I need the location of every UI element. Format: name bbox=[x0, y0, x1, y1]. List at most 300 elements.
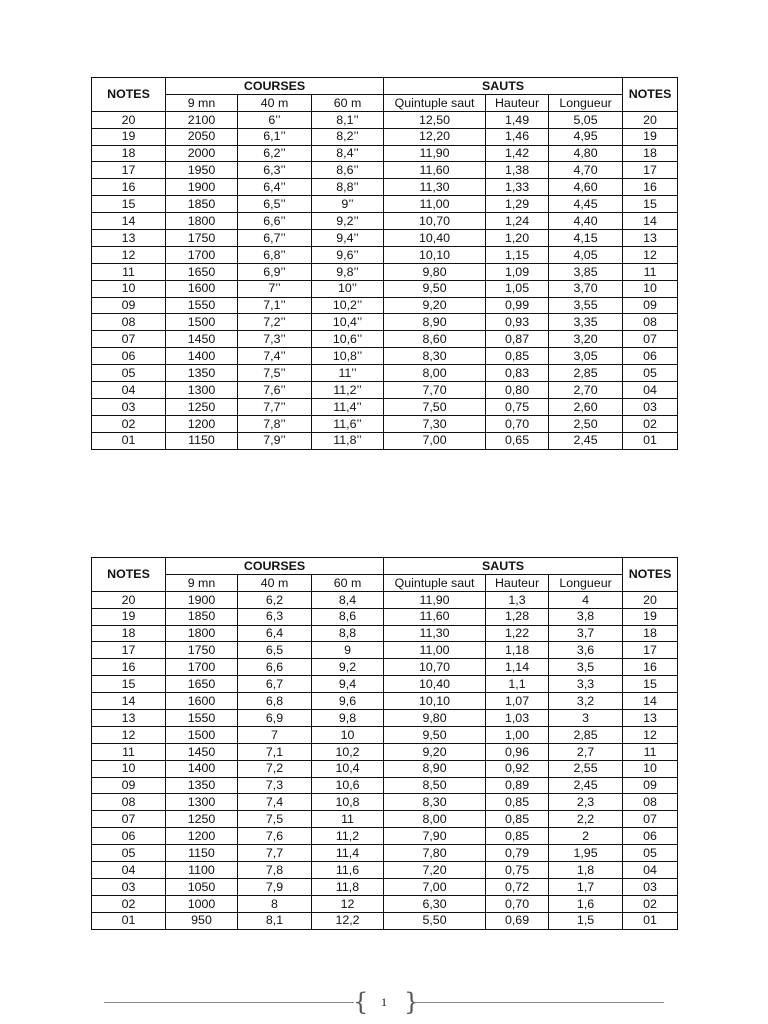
cell-hauteur: 1,46 bbox=[486, 128, 549, 145]
cell-40m: 6,7’’ bbox=[238, 230, 312, 247]
col-header-40m: 40 m bbox=[238, 94, 312, 111]
cell-hauteur: 1,3 bbox=[486, 591, 549, 608]
cell-hauteur: 1,05 bbox=[486, 280, 549, 297]
left-brace-icon: { bbox=[353, 988, 369, 1016]
cell-40m: 6,2’’ bbox=[238, 145, 312, 162]
cell-quintuple-saut: 12,50 bbox=[384, 111, 486, 128]
cell-40m: 7,3’’ bbox=[238, 331, 312, 348]
cell-notes-right: 19 bbox=[623, 128, 678, 145]
cell-40m: 6,1’’ bbox=[238, 128, 312, 145]
cell-40m: 7,2 bbox=[238, 760, 312, 777]
cell-notes-right: 19 bbox=[623, 608, 678, 625]
cell-40m: 6,9’’ bbox=[238, 263, 312, 280]
cell-notes: 09 bbox=[92, 777, 166, 794]
cell-notes-right: 18 bbox=[623, 625, 678, 642]
cell-quintuple-saut: 8,50 bbox=[384, 777, 486, 794]
cell-quintuple-saut: 8,90 bbox=[384, 760, 486, 777]
cell-notes: 03 bbox=[92, 878, 166, 895]
table-row bbox=[92, 179, 678, 196]
cell-longueur: 3,70 bbox=[549, 280, 623, 297]
col-header-60m: 60 m bbox=[312, 94, 384, 111]
cell-notes-right: 13 bbox=[623, 230, 678, 247]
cell-quintuple-saut: 7,20 bbox=[384, 862, 486, 879]
cell-9mn: 1500 bbox=[166, 314, 238, 331]
cell-notes-right: 11 bbox=[623, 743, 678, 760]
cell-notes: 10 bbox=[92, 280, 166, 297]
cell-hauteur: 0,89 bbox=[486, 777, 549, 794]
cell-9mn: 1800 bbox=[166, 625, 238, 642]
cell-hauteur: 0,75 bbox=[486, 862, 549, 879]
table-row bbox=[92, 145, 678, 162]
cell-9mn: 1050 bbox=[166, 878, 238, 895]
cell-quintuple-saut: 8,00 bbox=[384, 811, 486, 828]
cell-longueur: 3,05 bbox=[549, 348, 623, 365]
cell-longueur: 4,40 bbox=[549, 213, 623, 230]
table-row bbox=[92, 415, 678, 432]
cell-notes-right: 17 bbox=[623, 642, 678, 659]
table-row bbox=[92, 280, 678, 297]
cell-60m: 10,8 bbox=[312, 794, 384, 811]
cell-quintuple-saut: 11,60 bbox=[384, 608, 486, 625]
cell-notes: 18 bbox=[92, 625, 166, 642]
cell-40m: 6,4’’ bbox=[238, 179, 312, 196]
cell-quintuple-saut: 8,00 bbox=[384, 365, 486, 382]
cell-60m: 8,8 bbox=[312, 625, 384, 642]
cell-longueur: 4,15 bbox=[549, 230, 623, 247]
cell-40m: 7’’ bbox=[238, 280, 312, 297]
cell-40m: 6,8’’ bbox=[238, 246, 312, 263]
cell-60m: 9’’ bbox=[312, 196, 384, 213]
cell-notes-right: 07 bbox=[623, 331, 678, 348]
cell-9mn: 1150 bbox=[166, 432, 238, 449]
table-row bbox=[92, 794, 678, 811]
col-header-longueur: Longueur bbox=[549, 574, 623, 591]
cell-hauteur: 1,42 bbox=[486, 145, 549, 162]
cell-40m: 7,7 bbox=[238, 845, 312, 862]
cell-longueur: 3,3 bbox=[549, 676, 623, 693]
col-header-quintuple-saut: Quintuple saut bbox=[384, 574, 486, 591]
cell-60m: 10,6’’ bbox=[312, 331, 384, 348]
cell-quintuple-saut: 7,80 bbox=[384, 845, 486, 862]
cell-longueur: 2,3 bbox=[549, 794, 623, 811]
cell-9mn: 1400 bbox=[166, 760, 238, 777]
table-row bbox=[92, 895, 678, 912]
cell-hauteur: 0,85 bbox=[486, 811, 549, 828]
cell-40m: 6,5 bbox=[238, 642, 312, 659]
cell-60m: 8,4’’ bbox=[312, 145, 384, 162]
cell-40m: 7,9 bbox=[238, 878, 312, 895]
cell-quintuple-saut: 11,90 bbox=[384, 145, 486, 162]
cell-quintuple-saut: 7,00 bbox=[384, 878, 486, 895]
cell-hauteur: 0,80 bbox=[486, 382, 549, 399]
cell-notes: 08 bbox=[92, 794, 166, 811]
cell-notes: 01 bbox=[92, 912, 166, 929]
cell-9mn: 1450 bbox=[166, 331, 238, 348]
cell-quintuple-saut: 9,80 bbox=[384, 263, 486, 280]
cell-9mn: 1500 bbox=[166, 726, 238, 743]
cell-notes: 06 bbox=[92, 348, 166, 365]
cell-quintuple-saut: 8,30 bbox=[384, 348, 486, 365]
cell-notes: 16 bbox=[92, 659, 166, 676]
table-row bbox=[92, 162, 678, 179]
cell-notes-right: 05 bbox=[623, 845, 678, 862]
cell-hauteur: 0,75 bbox=[486, 398, 549, 415]
cell-60m: 9,8 bbox=[312, 710, 384, 727]
courses-header: COURSES bbox=[166, 558, 384, 575]
cell-longueur: 3 bbox=[549, 710, 623, 727]
cell-9mn: 1700 bbox=[166, 659, 238, 676]
cell-9mn: 1950 bbox=[166, 162, 238, 179]
cell-40m: 7,4 bbox=[238, 794, 312, 811]
cell-60m: 11 bbox=[312, 811, 384, 828]
cell-40m: 7,5’’ bbox=[238, 365, 312, 382]
cell-notes: 14 bbox=[92, 693, 166, 710]
cell-quintuple-saut: 11,90 bbox=[384, 591, 486, 608]
cell-notes-right: 14 bbox=[623, 693, 678, 710]
cell-40m: 8 bbox=[238, 895, 312, 912]
cell-hauteur: 1,03 bbox=[486, 710, 549, 727]
table-row bbox=[92, 591, 678, 608]
cell-quintuple-saut: 8,60 bbox=[384, 331, 486, 348]
table-row bbox=[92, 828, 678, 845]
cell-longueur: 2,60 bbox=[549, 398, 623, 415]
cell-longueur: 4,60 bbox=[549, 179, 623, 196]
cell-notes-right: 06 bbox=[623, 828, 678, 845]
table-row bbox=[92, 878, 678, 895]
table-row bbox=[92, 331, 678, 348]
cell-notes-right: 01 bbox=[623, 432, 678, 449]
cell-notes-right: 12 bbox=[623, 726, 678, 743]
cell-notes: 19 bbox=[92, 128, 166, 145]
cell-9mn: 2100 bbox=[166, 111, 238, 128]
cell-hauteur: 1,00 bbox=[486, 726, 549, 743]
table-row bbox=[92, 213, 678, 230]
col-header-9mn: 9 mn bbox=[166, 94, 238, 111]
cell-quintuple-saut: 9,20 bbox=[384, 743, 486, 760]
cell-40m: 6,6 bbox=[238, 659, 312, 676]
cell-quintuple-saut: 6,30 bbox=[384, 895, 486, 912]
cell-60m: 8,1’’ bbox=[312, 111, 384, 128]
cell-notes-right: 05 bbox=[623, 365, 678, 382]
cell-hauteur: 0,69 bbox=[486, 912, 549, 929]
cell-hauteur: 1,29 bbox=[486, 196, 549, 213]
col-header-hauteur: Hauteur bbox=[486, 94, 549, 111]
cell-hauteur: 1,33 bbox=[486, 179, 549, 196]
cell-notes-right: 09 bbox=[623, 297, 678, 314]
notes-header-right: NOTES bbox=[623, 558, 678, 592]
cell-quintuple-saut: 11,60 bbox=[384, 162, 486, 179]
cell-quintuple-saut: 8,30 bbox=[384, 794, 486, 811]
cell-9mn: 1750 bbox=[166, 642, 238, 659]
cell-40m: 6,5’’ bbox=[238, 196, 312, 213]
cell-hauteur: 0,70 bbox=[486, 895, 549, 912]
table-row bbox=[92, 743, 678, 760]
cell-quintuple-saut: 9,50 bbox=[384, 280, 486, 297]
cell-60m: 10’’ bbox=[312, 280, 384, 297]
cell-9mn: 1900 bbox=[166, 179, 238, 196]
cell-longueur: 4,70 bbox=[549, 162, 623, 179]
cell-hauteur: 0,85 bbox=[486, 348, 549, 365]
table-row bbox=[92, 912, 678, 929]
cell-notes: 02 bbox=[92, 415, 166, 432]
cell-60m: 10,2 bbox=[312, 743, 384, 760]
cell-40m: 7,6’’ bbox=[238, 382, 312, 399]
cell-notes-right: 03 bbox=[623, 878, 678, 895]
cell-9mn: 2000 bbox=[166, 145, 238, 162]
table-row bbox=[92, 128, 678, 145]
cell-60m: 9,2’’ bbox=[312, 213, 384, 230]
cell-longueur: 2,45 bbox=[549, 777, 623, 794]
cell-longueur: 3,2 bbox=[549, 693, 623, 710]
cell-longueur: 4,80 bbox=[549, 145, 623, 162]
cell-40m: 7,2’’ bbox=[238, 314, 312, 331]
cell-quintuple-saut: 10,70 bbox=[384, 213, 486, 230]
table-row bbox=[92, 398, 678, 415]
col-header-60m: 60 m bbox=[312, 574, 384, 591]
cell-notes-right: 02 bbox=[623, 895, 678, 912]
cell-60m: 9,6 bbox=[312, 693, 384, 710]
cell-60m: 11,6 bbox=[312, 862, 384, 879]
cell-9mn: 1250 bbox=[166, 398, 238, 415]
cell-9mn: 1550 bbox=[166, 710, 238, 727]
col-header-9mn: 9 mn bbox=[166, 574, 238, 591]
cell-60m: 10,8’’ bbox=[312, 348, 384, 365]
cell-40m: 6’’ bbox=[238, 111, 312, 128]
cell-60m: 10,4 bbox=[312, 760, 384, 777]
cell-hauteur: 0,65 bbox=[486, 432, 549, 449]
table-row bbox=[92, 693, 678, 710]
cell-hauteur: 1,22 bbox=[486, 625, 549, 642]
cell-notes-right: 08 bbox=[623, 794, 678, 811]
table-row bbox=[92, 659, 678, 676]
cell-notes: 05 bbox=[92, 845, 166, 862]
cell-9mn: 1700 bbox=[166, 246, 238, 263]
cell-notes: 12 bbox=[92, 246, 166, 263]
cell-9mn: 1150 bbox=[166, 845, 238, 862]
cell-quintuple-saut: 11,00 bbox=[384, 642, 486, 659]
cell-longueur: 3,35 bbox=[549, 314, 623, 331]
cell-quintuple-saut: 7,30 bbox=[384, 415, 486, 432]
cell-60m: 9,4’’ bbox=[312, 230, 384, 247]
cell-9mn: 1800 bbox=[166, 213, 238, 230]
cell-9mn: 1250 bbox=[166, 811, 238, 828]
col-header-longueur: Longueur bbox=[549, 94, 623, 111]
cell-quintuple-saut: 10,40 bbox=[384, 230, 486, 247]
cell-hauteur: 1,07 bbox=[486, 693, 549, 710]
cell-notes: 09 bbox=[92, 297, 166, 314]
cell-40m: 8,1 bbox=[238, 912, 312, 929]
cell-hauteur: 1,14 bbox=[486, 659, 549, 676]
cell-longueur: 3,85 bbox=[549, 263, 623, 280]
cell-9mn: 1600 bbox=[166, 280, 238, 297]
cell-longueur: 4,95 bbox=[549, 128, 623, 145]
cell-longueur: 1,95 bbox=[549, 845, 623, 862]
cell-40m: 7,6 bbox=[238, 828, 312, 845]
cell-notes-right: 10 bbox=[623, 760, 678, 777]
table-row bbox=[92, 642, 678, 659]
cell-quintuple-saut: 11,30 bbox=[384, 625, 486, 642]
cell-hauteur: 1,24 bbox=[486, 213, 549, 230]
cell-hauteur: 1,49 bbox=[486, 111, 549, 128]
cell-notes-right: 08 bbox=[623, 314, 678, 331]
cell-longueur: 1,5 bbox=[549, 912, 623, 929]
cell-9mn: 1300 bbox=[166, 794, 238, 811]
cell-longueur: 2,55 bbox=[549, 760, 623, 777]
cell-notes-right: 18 bbox=[623, 145, 678, 162]
cell-notes: 03 bbox=[92, 398, 166, 415]
cell-quintuple-saut: 9,50 bbox=[384, 726, 486, 743]
cell-longueur: 2,85 bbox=[549, 365, 623, 382]
cell-notes: 17 bbox=[92, 642, 166, 659]
cell-hauteur: 1,20 bbox=[486, 230, 549, 247]
cell-notes: 20 bbox=[92, 111, 166, 128]
cell-longueur: 3,8 bbox=[549, 608, 623, 625]
cell-notes: 01 bbox=[92, 432, 166, 449]
cell-longueur: 1,6 bbox=[549, 895, 623, 912]
table-row bbox=[92, 365, 678, 382]
cell-9mn: 1900 bbox=[166, 591, 238, 608]
cell-quintuple-saut: 11,30 bbox=[384, 179, 486, 196]
col-header-40m: 40 m bbox=[238, 574, 312, 591]
cell-notes-right: 17 bbox=[623, 162, 678, 179]
cell-60m: 11,8 bbox=[312, 878, 384, 895]
cell-9mn: 1400 bbox=[166, 348, 238, 365]
cell-notes: 12 bbox=[92, 726, 166, 743]
cell-longueur: 2,2 bbox=[549, 811, 623, 828]
table-row bbox=[92, 777, 678, 794]
cell-longueur: 4 bbox=[549, 591, 623, 608]
cell-9mn: 1200 bbox=[166, 415, 238, 432]
cell-notes: 19 bbox=[92, 608, 166, 625]
cell-hauteur: 0,70 bbox=[486, 415, 549, 432]
cell-60m: 10,4’’ bbox=[312, 314, 384, 331]
cell-60m: 11,2 bbox=[312, 828, 384, 845]
cell-notes: 07 bbox=[92, 811, 166, 828]
cell-9mn: 1750 bbox=[166, 230, 238, 247]
cell-40m: 7,8 bbox=[238, 862, 312, 879]
cell-60m: 12 bbox=[312, 895, 384, 912]
sauts-header: SAUTS bbox=[384, 558, 623, 575]
cell-longueur: 2,45 bbox=[549, 432, 623, 449]
cell-60m: 9,8’’ bbox=[312, 263, 384, 280]
cell-longueur: 3,5 bbox=[549, 659, 623, 676]
cell-notes: 16 bbox=[92, 179, 166, 196]
table-body bbox=[92, 591, 678, 929]
cell-9mn: 1850 bbox=[166, 196, 238, 213]
cell-longueur: 2 bbox=[549, 828, 623, 845]
cell-notes: 14 bbox=[92, 213, 166, 230]
cell-notes: 04 bbox=[92, 862, 166, 879]
cell-60m: 10,6 bbox=[312, 777, 384, 794]
cell-notes-right: 20 bbox=[623, 111, 678, 128]
cell-longueur: 2,50 bbox=[549, 415, 623, 432]
cell-notes-right: 13 bbox=[623, 710, 678, 727]
table-row bbox=[92, 608, 678, 625]
cell-hauteur: 0,83 bbox=[486, 365, 549, 382]
cell-9mn: 1200 bbox=[166, 828, 238, 845]
table-row bbox=[92, 230, 678, 247]
cell-longueur: 4,45 bbox=[549, 196, 623, 213]
cell-hauteur: 0,93 bbox=[486, 314, 549, 331]
cell-notes-right: 15 bbox=[623, 196, 678, 213]
cell-60m: 9,2 bbox=[312, 659, 384, 676]
cell-quintuple-saut: 10,10 bbox=[384, 246, 486, 263]
cell-60m: 11,6’’ bbox=[312, 415, 384, 432]
cell-longueur: 5,05 bbox=[549, 111, 623, 128]
cell-40m: 7,1’’ bbox=[238, 297, 312, 314]
table-row bbox=[92, 246, 678, 263]
cell-notes: 10 bbox=[92, 760, 166, 777]
cell-9mn: 950 bbox=[166, 912, 238, 929]
cell-longueur: 3,20 bbox=[549, 331, 623, 348]
cell-40m: 7,9’’ bbox=[238, 432, 312, 449]
cell-longueur: 1,8 bbox=[549, 862, 623, 879]
cell-quintuple-saut: 9,20 bbox=[384, 297, 486, 314]
cell-quintuple-saut: 11,00 bbox=[384, 196, 486, 213]
cell-notes: 15 bbox=[92, 676, 166, 693]
table-row bbox=[92, 432, 678, 449]
notes-header-right: NOTES bbox=[623, 78, 678, 112]
cell-60m: 8,2’’ bbox=[312, 128, 384, 145]
table-row bbox=[92, 811, 678, 828]
cell-quintuple-saut: 7,50 bbox=[384, 398, 486, 415]
footer-rule-right bbox=[414, 1002, 664, 1003]
cell-hauteur: 0,79 bbox=[486, 845, 549, 862]
cell-9mn: 1650 bbox=[166, 676, 238, 693]
cell-hauteur: 0,72 bbox=[486, 878, 549, 895]
cell-hauteur: 0,85 bbox=[486, 794, 549, 811]
cell-notes: 15 bbox=[92, 196, 166, 213]
col-header-quintuple-saut: Quintuple saut bbox=[384, 94, 486, 111]
cell-notes-right: 14 bbox=[623, 213, 678, 230]
cell-notes: 13 bbox=[92, 230, 166, 247]
cell-40m: 6,2 bbox=[238, 591, 312, 608]
cell-40m: 6,3’’ bbox=[238, 162, 312, 179]
col-header-hauteur: Hauteur bbox=[486, 574, 549, 591]
cell-notes-right: 04 bbox=[623, 382, 678, 399]
cell-notes-right: 16 bbox=[623, 179, 678, 196]
cell-hauteur: 1,09 bbox=[486, 263, 549, 280]
cell-40m: 6,9 bbox=[238, 710, 312, 727]
cell-hauteur: 0,92 bbox=[486, 760, 549, 777]
cell-40m: 7,1 bbox=[238, 743, 312, 760]
cell-longueur: 2,7 bbox=[549, 743, 623, 760]
cell-40m: 7,8’’ bbox=[238, 415, 312, 432]
cell-notes: 08 bbox=[92, 314, 166, 331]
grading-table-2 bbox=[91, 557, 678, 930]
cell-60m: 8,8’’ bbox=[312, 179, 384, 196]
cell-hauteur: 0,85 bbox=[486, 828, 549, 845]
cell-notes: 13 bbox=[92, 710, 166, 727]
cell-40m: 6,8 bbox=[238, 693, 312, 710]
cell-hauteur: 1,15 bbox=[486, 246, 549, 263]
cell-40m: 6,7 bbox=[238, 676, 312, 693]
cell-longueur: 4,05 bbox=[549, 246, 623, 263]
cell-notes: 04 bbox=[92, 382, 166, 399]
cell-longueur: 1,7 bbox=[549, 878, 623, 895]
cell-notes-right: 04 bbox=[623, 862, 678, 879]
cell-60m: 9,6’’ bbox=[312, 246, 384, 263]
cell-9mn: 1600 bbox=[166, 693, 238, 710]
cell-notes: 20 bbox=[92, 591, 166, 608]
cell-notes-right: 16 bbox=[623, 659, 678, 676]
cell-notes: 17 bbox=[92, 162, 166, 179]
cell-notes-right: 07 bbox=[623, 811, 678, 828]
cell-40m: 7,3 bbox=[238, 777, 312, 794]
table-row bbox=[92, 845, 678, 862]
cell-9mn: 1650 bbox=[166, 263, 238, 280]
cell-hauteur: 0,99 bbox=[486, 297, 549, 314]
